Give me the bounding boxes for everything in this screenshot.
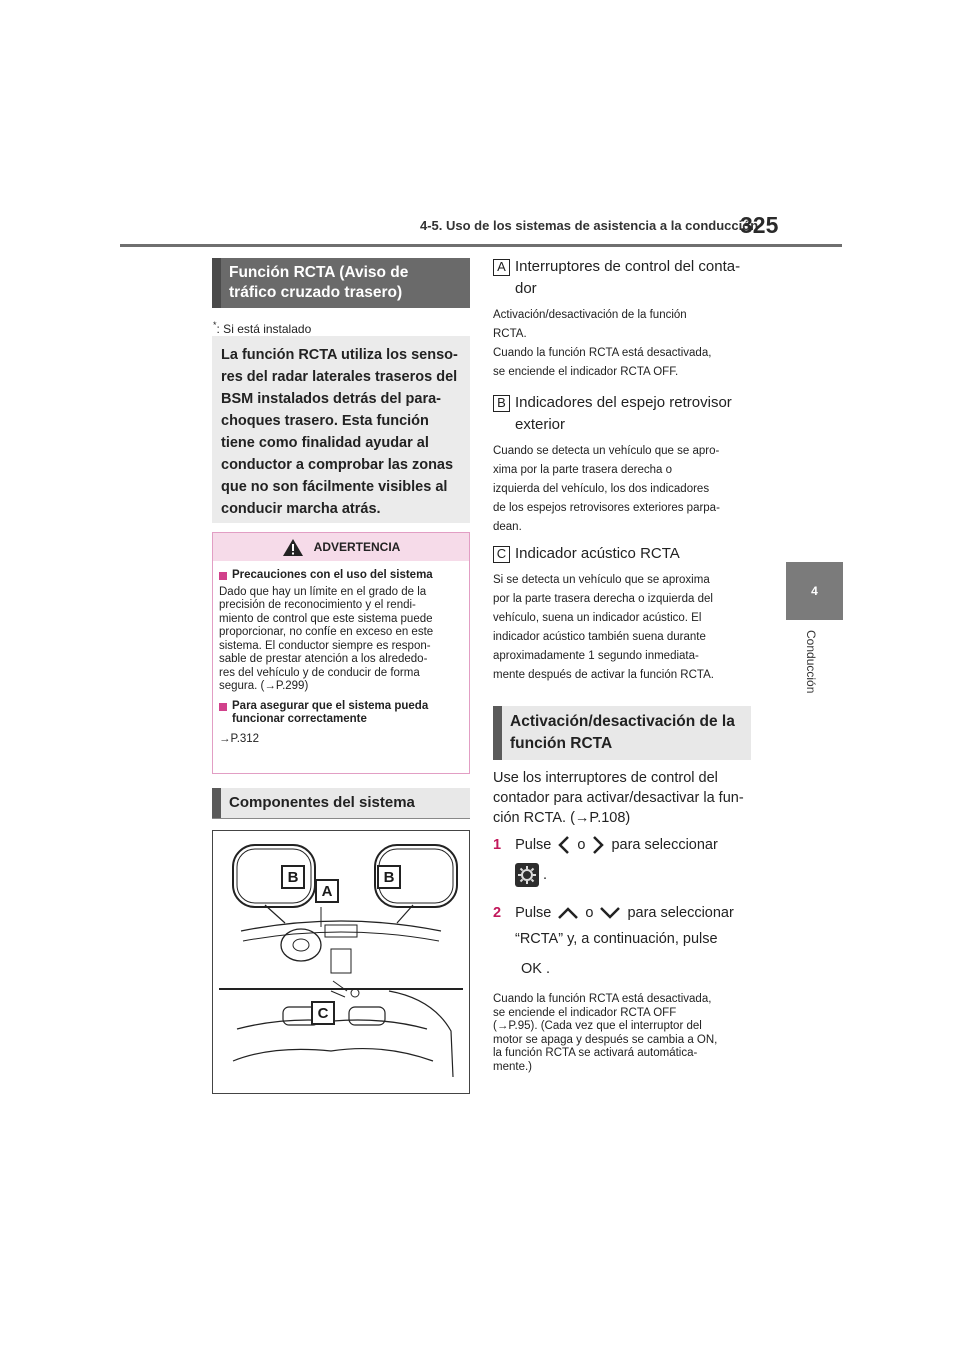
figure-label-b-right: B xyxy=(377,865,401,889)
warning-ref: →P.312 xyxy=(219,732,260,745)
chapter-label: Conducción xyxy=(804,630,818,694)
item-desc-line: aproximadamente 1 segundo inmediata- xyxy=(493,650,699,662)
activation-line: ción RCTA. (→P.108) xyxy=(493,810,631,826)
component-item-c xyxy=(493,543,758,685)
figure-label-c: C xyxy=(311,1001,335,1025)
item-desc-line: Activación/desactivación de la función xyxy=(493,309,687,321)
warning-subheading: funcionar correctamente xyxy=(232,713,367,725)
intro-line: res del radar laterales traseros del xyxy=(221,369,458,385)
warning-line: segura. (→P.299) xyxy=(219,680,309,692)
footnote-marker: * xyxy=(229,307,233,318)
step-number: 2 xyxy=(493,905,502,921)
chapter-tab[interactable] xyxy=(786,562,843,620)
activation-intro xyxy=(493,768,758,828)
intro-line: choques trasero. Esta función xyxy=(221,413,429,429)
section-heading-line1: Función RCTA (Aviso de xyxy=(229,264,409,281)
step-text: o xyxy=(577,837,586,853)
step-number: 1 xyxy=(493,837,502,853)
step-text: Pulse xyxy=(515,905,552,921)
intro-line: conductor a comprobar las zonas xyxy=(221,457,454,473)
warning-line: sable de prestar atención a los alrededo- xyxy=(219,653,428,665)
system-figure xyxy=(212,830,470,1094)
note-line: la función RCTA se activará automática- xyxy=(493,1047,698,1059)
warning-line: miento de control que este sistema puede xyxy=(219,612,433,625)
warning-line: Dado que hay un límite en el grado de la xyxy=(219,585,427,598)
intro-line: BSM instalados detrás del para- xyxy=(221,391,441,407)
item-desc-line: se enciende el indicador RCTA OFF. xyxy=(493,366,679,378)
chevron-up-icon xyxy=(557,906,579,920)
note-line: Cuando la función RCTA está desactivada, xyxy=(493,993,712,1005)
chapter-number: 4 xyxy=(811,584,818,598)
activation-title-line2: función RCTA xyxy=(510,735,613,752)
note-line: se enciende el indicador RCTA OFF xyxy=(493,1006,677,1019)
step-text: para seleccionar xyxy=(627,905,734,921)
warning-triangle-icon xyxy=(282,538,304,557)
item-desc-line: por la parte trasera derecha o izquierda del xyxy=(493,593,713,605)
intro-line: que no son fácilmente visibles al xyxy=(221,479,448,495)
step-text: o xyxy=(585,905,594,921)
item-desc-line: Si se detecta un vehículo que se aproxima xyxy=(493,574,710,586)
item-desc-line: Cuando se detecta un vehículo que se apro- xyxy=(493,445,720,457)
item-label: C xyxy=(493,546,510,563)
chevron-left-icon xyxy=(557,835,571,855)
activation-line: Use los interruptores de control del xyxy=(493,770,718,786)
section-heading-rcta xyxy=(212,258,470,318)
figure-label-b-left: B xyxy=(281,865,305,889)
warning-subheading: Precauciones con el uso del sistema xyxy=(232,569,433,581)
warning-line: precisión de reconocimiento y el rendi- xyxy=(219,599,416,611)
figure-label-a: A xyxy=(315,879,339,903)
item-label: B xyxy=(493,395,510,412)
warning-box xyxy=(212,532,470,774)
activation-line: contador para activar/desactivar la fun- xyxy=(493,790,744,806)
item-desc-line: dean. xyxy=(493,521,522,533)
step-text: “RCTA” y, a continuación, pulse xyxy=(515,931,718,947)
section-heading-components xyxy=(212,788,470,818)
item-title: Indicador acústico RCTA xyxy=(515,545,680,562)
components-title: Componentes del sistema xyxy=(229,794,415,811)
intro-line: La función RCTA utiliza los senso- xyxy=(221,347,458,363)
step-text: . xyxy=(543,867,548,883)
item-desc-line: de los espejos retrovisores exteriores parpa- xyxy=(493,502,720,514)
step-text: para seleccionar xyxy=(611,837,718,853)
item-title-cont: exterior xyxy=(515,416,566,433)
item-desc-line: indicador acústico también suena durante xyxy=(493,631,706,643)
item-desc-line: izquierda del vehículo, los dos indicadores xyxy=(493,483,710,495)
page-number: 325 xyxy=(740,212,779,238)
chevron-down-icon xyxy=(599,906,621,920)
step-1 xyxy=(493,835,758,887)
warning-title: ADVERTENCIA xyxy=(313,540,401,554)
intro-line: conducir marcha atrás. xyxy=(221,501,381,517)
intro-box xyxy=(212,336,470,523)
item-desc-line: xima por la parte trasera derecha o xyxy=(493,464,672,476)
warning-line: res del vehículo y de conducir de forma xyxy=(219,666,420,679)
item-label: A xyxy=(493,259,510,276)
warning-line: sistema. El conductor siempre es respon- xyxy=(219,639,431,652)
item-desc-line: RCTA. xyxy=(493,328,527,340)
item-desc-line: mente después de activar la función RCTA. xyxy=(493,669,714,681)
item-title: Indicadores del espejo retrovisor xyxy=(515,394,732,411)
bullet-square-icon xyxy=(219,703,227,711)
section-heading-activation xyxy=(493,706,751,760)
header-rule xyxy=(120,244,842,247)
note-text xyxy=(493,993,758,1074)
car-illustration xyxy=(213,831,469,1093)
item-desc-line: vehículo, suena un indicador acústico. El xyxy=(493,612,702,624)
warning-subheading: Para asegurar que el sistema pueda xyxy=(232,699,429,712)
activation-title-line1: Activación/desactivación de la xyxy=(510,713,735,730)
warning-title-bar xyxy=(213,533,469,561)
component-item-b xyxy=(493,392,758,537)
warning-line: proporcionar, no confíe en exceso en este xyxy=(219,626,434,638)
footnote-mark: * xyxy=(213,320,217,330)
bullet-square-icon xyxy=(219,572,227,580)
footnote-text: : Si está instalado xyxy=(216,322,312,336)
item-title: Interruptores de control del conta- xyxy=(515,258,741,275)
components-rule xyxy=(212,818,470,819)
ok-button-symbol: OK xyxy=(521,961,542,977)
footnote xyxy=(213,320,311,336)
step-text: Pulse xyxy=(515,837,552,853)
item-desc-line: Cuando la función RCTA está desactivada, xyxy=(493,347,712,359)
intro-line: tiene como finalidad ayudar al xyxy=(221,435,429,451)
step-text: . xyxy=(545,961,551,977)
section-header-title: 4-5. Uso de los sistemas de asistencia a la conducción xyxy=(420,218,759,233)
note-line: (→P.95). (Cada vez que el interruptor del xyxy=(493,1020,702,1032)
step-2 xyxy=(493,903,758,979)
item-title-cont: dor xyxy=(515,280,537,297)
note-line: mente.) xyxy=(493,1060,532,1073)
note-line: motor se apaga y después se cambia a ON, xyxy=(493,1033,718,1046)
gear-icon xyxy=(515,863,539,887)
component-item-a xyxy=(493,256,758,382)
chevron-right-icon xyxy=(591,835,605,855)
section-heading-line2: tráfico cruzado trasero) xyxy=(229,284,403,301)
